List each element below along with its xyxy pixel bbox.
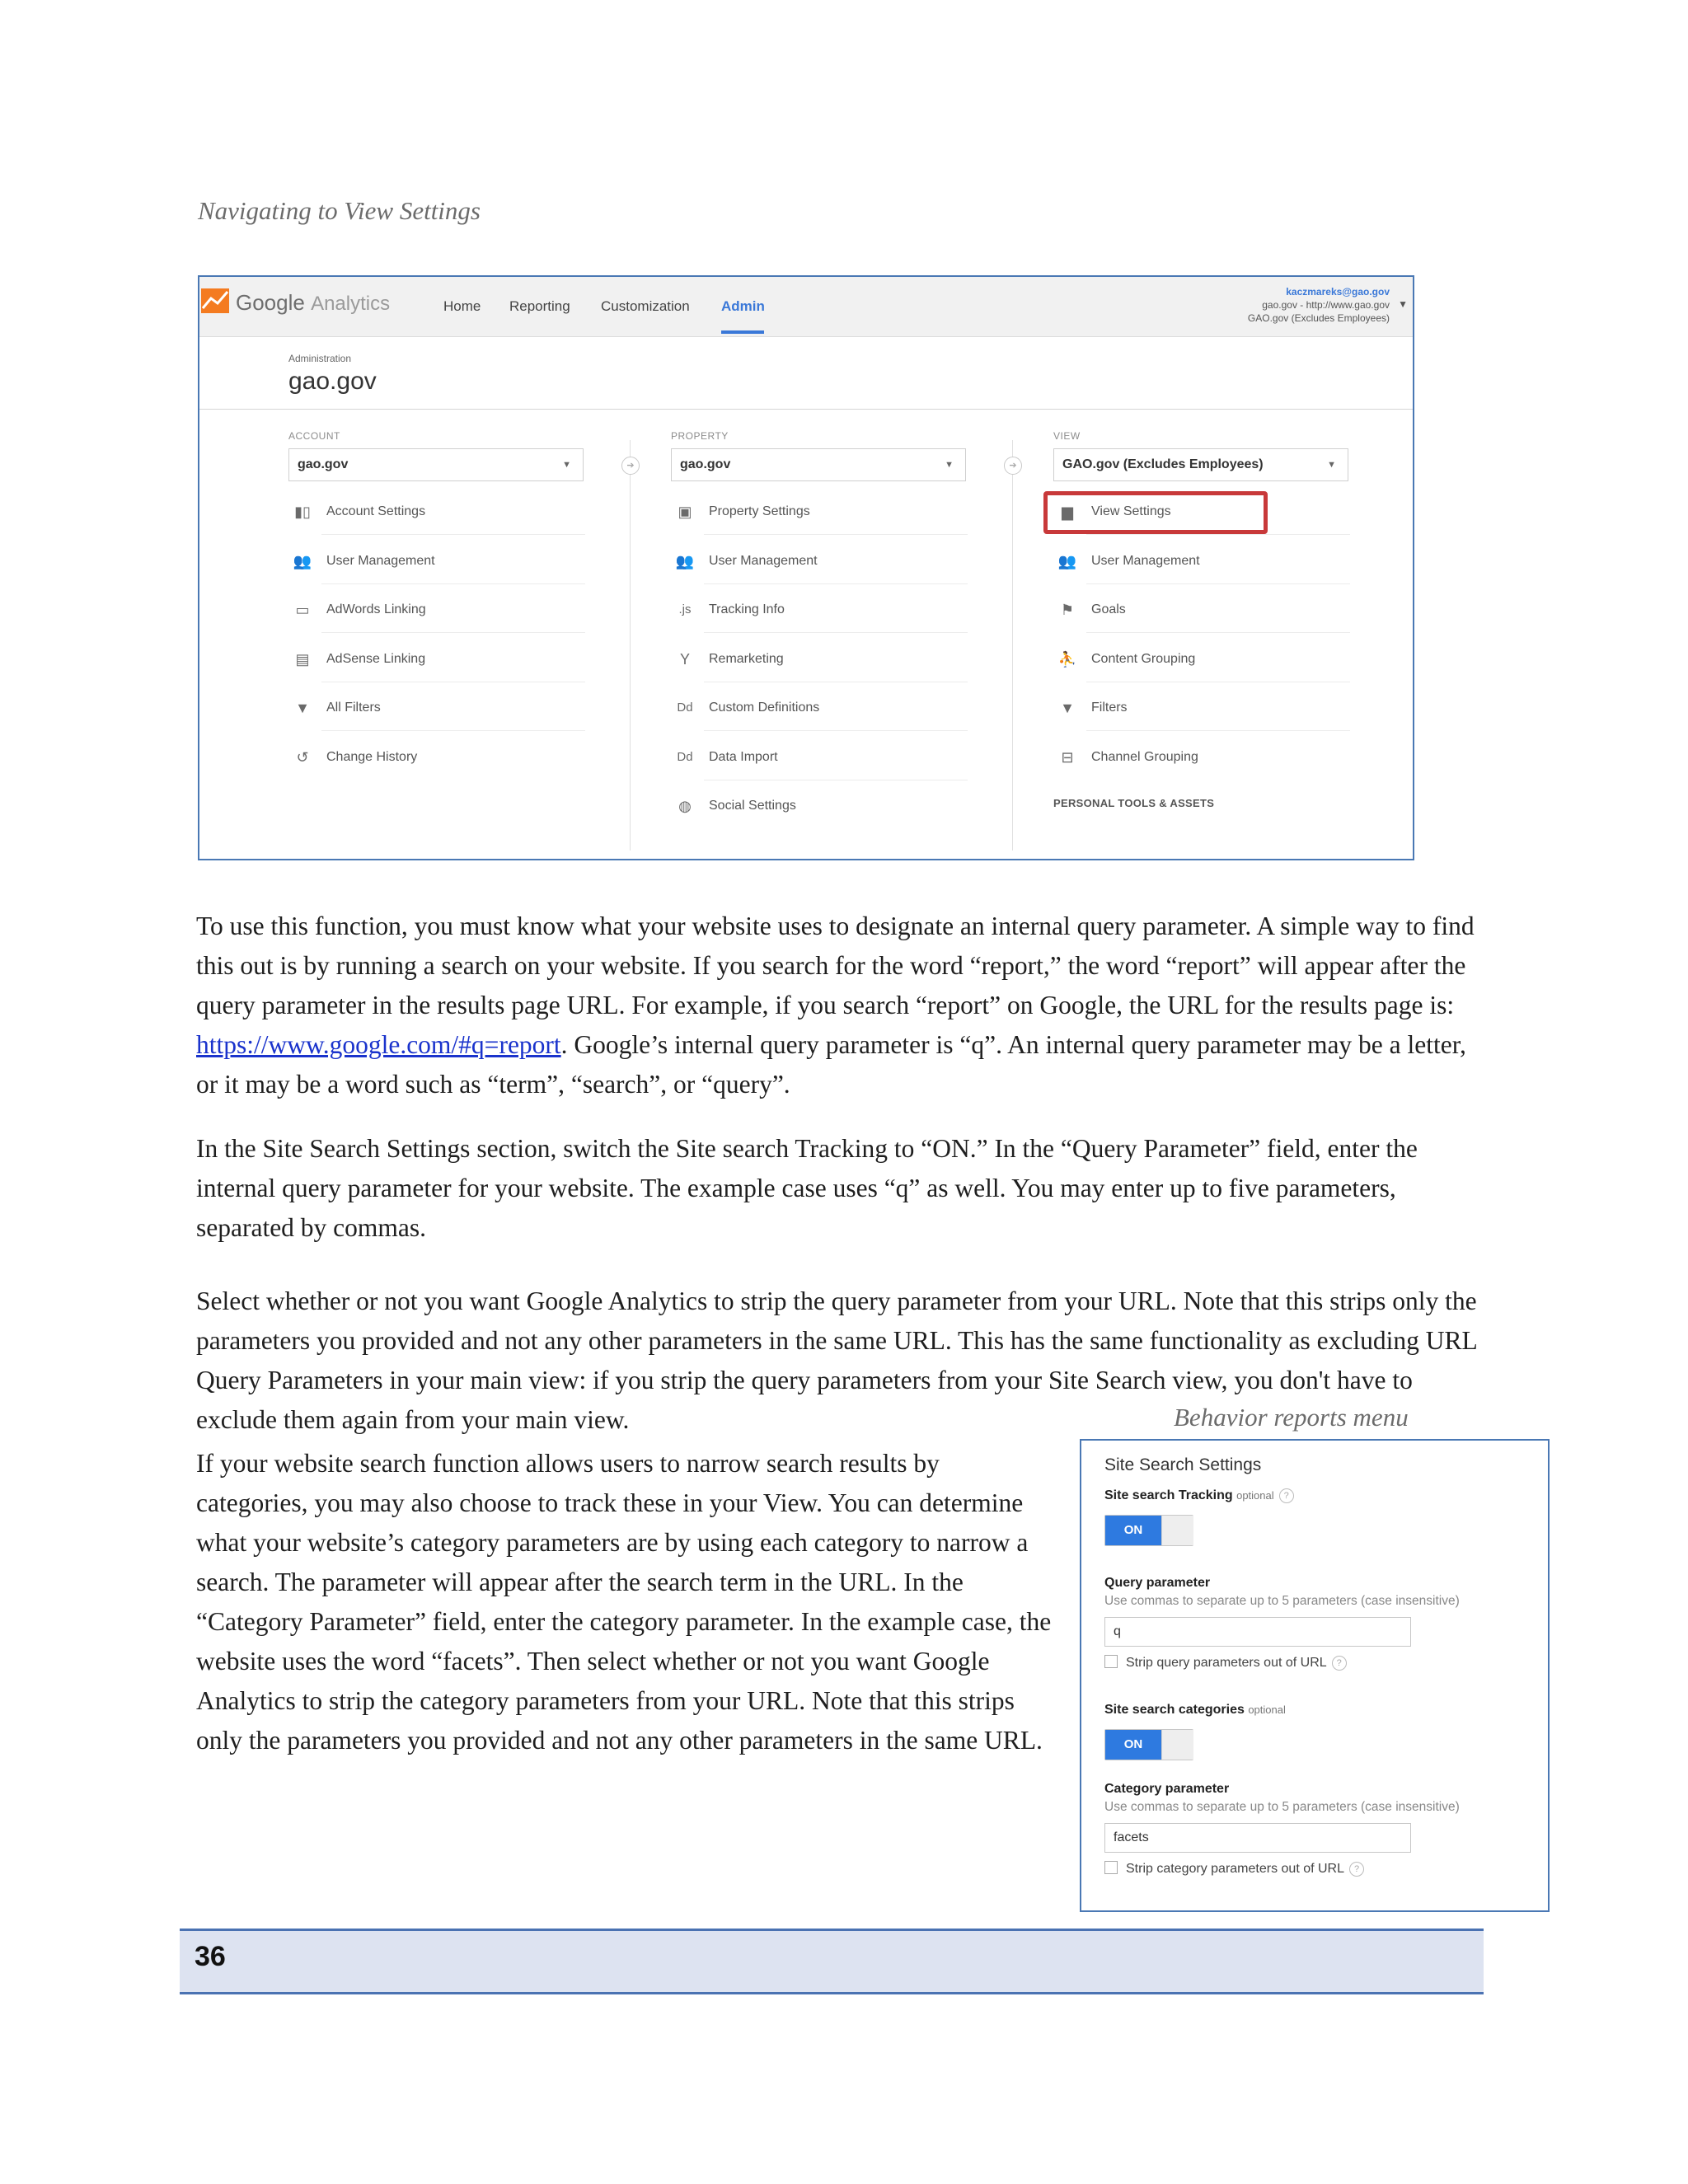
filter-icon: ▼: [295, 700, 310, 716]
chevron-down-icon: ▼: [945, 460, 954, 470]
item-label: Data Import: [709, 749, 778, 764]
channel-grouping-item[interactable]: [1053, 745, 1358, 794]
page-footer: [180, 1929, 1484, 1994]
toggle-knob: [1161, 1516, 1193, 1545]
checkbox-box[interactable]: [1104, 1655, 1118, 1668]
flag-icon: ⚑: [1060, 602, 1075, 618]
view-select-value: GAO.gov (Excludes Employees): [1062, 457, 1264, 471]
site-search-settings-panel: [1080, 1439, 1550, 1912]
help-icon[interactable]: ?: [1349, 1862, 1364, 1877]
paragraph-site-search-settings: In the Site Search Settings section, switch the Site search Tracking to “ON.” In the “Query Parameter” field, enter the internal query parameter for your website. The example case uses “q” as well. You may enter up to five parameters, separated by commas.: [196, 1134, 1418, 1242]
query-parameter-input[interactable]: q: [1104, 1617, 1411, 1647]
bar-chart-icon: ▮▯: [294, 504, 311, 520]
social-settings-item[interactable]: [671, 794, 976, 843]
property-header: PROPERTY: [671, 430, 729, 442]
view-settings-item[interactable]: [1053, 499, 1358, 549]
optional-text: optional: [1236, 1489, 1274, 1502]
item-label: Channel Grouping: [1091, 749, 1198, 764]
site-search-categories-toggle[interactable]: [1104, 1729, 1193, 1760]
google-report-link[interactable]: https://www.google.com/#q=report: [196, 1030, 561, 1059]
account-user-management-item[interactable]: [288, 549, 593, 598]
paragraph-categories: If your website search function allows users to narrow search results by categories, you may also choose to track these in your View. You can determine what your website’s category parameters are by using each category to narrow a search. The parameter will appear after the search term in the URL. In the “Category Parameter” field, enter the category parameter. In the example case, the website uses the word “facets”. Then select whether or not you want Google Analytics to strip the category parameters from your URL. Note that this strips only the parameters you provided and not any other parameters in the same URL.: [196, 1449, 1052, 1755]
js-icon: .js: [678, 602, 692, 616]
property-select[interactable]: [671, 448, 966, 481]
label-text: Site search categories: [1104, 1703, 1245, 1717]
strip-category-checkbox[interactable]: [1104, 1861, 1364, 1877]
account-select-value: gao.gov: [298, 457, 349, 471]
nav-admin[interactable]: Admin: [721, 298, 765, 314]
account-switcher[interactable]: [1248, 285, 1390, 325]
globe-icon: ◍: [678, 798, 692, 814]
account-settings-item[interactable]: [288, 499, 593, 549]
view-column: [1053, 430, 1358, 809]
figure-caption-view-settings: Navigating to View Settings: [198, 196, 481, 225]
tracking-info-item[interactable]: [671, 598, 976, 647]
account-property: gao.gov - http://www.gao.gov: [1262, 299, 1390, 311]
document-icon: ▆: [1062, 504, 1073, 520]
account-caret-icon[interactable]: ▼: [1398, 298, 1408, 310]
divider: [199, 409, 1413, 410]
column-divider: [630, 440, 631, 851]
grouping-icon: ⊟: [1061, 748, 1074, 766]
dd-icon: Dd: [677, 749, 693, 764]
adwords-linking-item[interactable]: [288, 598, 593, 647]
toggle-on-label: ON: [1105, 1730, 1161, 1760]
view-select[interactable]: [1053, 448, 1348, 481]
category-parameter-input[interactable]: facets: [1104, 1823, 1411, 1853]
site-search-tracking-toggle[interactable]: [1104, 1515, 1193, 1546]
property-user-management-item[interactable]: [671, 549, 976, 598]
account-select[interactable]: [288, 448, 584, 481]
nav-reporting[interactable]: Reporting: [509, 298, 570, 314]
users-icon: 👥: [675, 552, 695, 569]
item-label: AdSense Linking: [326, 651, 426, 666]
users-icon: 👥: [293, 552, 312, 569]
account-view: GAO.gov (Excludes Employees): [1247, 312, 1390, 324]
filters-item[interactable]: [1053, 696, 1358, 745]
item-label: Social Settings: [709, 799, 796, 813]
ga-brand-analytics: Analytics: [311, 293, 391, 315]
filter-icon: ▼: [1060, 700, 1075, 716]
ga-top-bar: [199, 277, 1413, 337]
data-import-item[interactable]: [671, 745, 976, 794]
change-history-item[interactable]: [288, 745, 593, 794]
account-header: ACCOUNT: [288, 430, 340, 442]
strip-query-checkbox[interactable]: [1104, 1655, 1347, 1671]
item-label: AdWords Linking: [326, 602, 426, 616]
analytics-logo-icon: [201, 288, 229, 313]
view-user-management-item[interactable]: [1053, 549, 1358, 598]
property-settings-item[interactable]: [671, 499, 976, 549]
item-label: Account Settings: [326, 504, 426, 518]
personal-tools-header[interactable]: PERSONAL TOOLS & ASSETS: [1053, 797, 1215, 809]
category-parameter-label: Category parameter: [1104, 1782, 1230, 1796]
administration-label: Administration: [288, 353, 352, 364]
view-header: VIEW: [1053, 430, 1081, 442]
item-label: Property Settings: [709, 504, 810, 518]
paragraph-text: . Google’s internal query parameter is “q”. An internal query parameter may be a letter, or it may be a word such as “term”, “search”, or “query”.: [196, 1030, 1466, 1099]
ga-brand: [236, 290, 390, 316]
remarketing-icon: Y: [679, 650, 690, 668]
remarketing-item[interactable]: [671, 647, 976, 696]
dd-icon: Dd: [677, 701, 693, 715]
paragraph-text: To use this function, you must know what your website uses to designate an internal query parameter. A simple way to find this out is by running a search on your website. If you search for the word “report,” the word “report” will appear after the query parameter in the results page URL. For example, if you search “report” on Google, the URL for the results page is:: [196, 912, 1475, 1019]
query-parameter-hint: Use commas to separate up to 5 parameters (case insensitive): [1104, 1594, 1460, 1608]
item-label: Remarketing: [709, 651, 784, 666]
item-label: Custom Definitions: [709, 701, 820, 715]
label-text: Site search Tracking: [1104, 1488, 1233, 1503]
arrow-right-icon: ➔: [1004, 457, 1022, 475]
admin-domain-title: gao.gov: [288, 368, 377, 395]
checkbox-label: Strip category parameters out of URL: [1126, 1862, 1345, 1876]
item-label: Change History: [326, 749, 418, 764]
all-filters-item[interactable]: [288, 696, 593, 745]
item-label: User Management: [326, 553, 435, 568]
item-label: Tracking Info: [709, 602, 785, 616]
arrow-right-icon: ➔: [621, 457, 640, 475]
item-label: Goals: [1091, 602, 1126, 616]
paragraph-query-parameter: [196, 907, 1482, 1104]
account-column: [288, 430, 593, 794]
chevron-down-icon: ▼: [1327, 460, 1336, 470]
nav-home[interactable]: Home: [443, 298, 481, 314]
users-icon: 👥: [1057, 552, 1077, 569]
adsense-icon: ▤: [295, 650, 310, 668]
query-parameter-label: Query parameter: [1104, 1576, 1211, 1590]
property-select-value: gao.gov: [680, 457, 731, 471]
categories-label: [1104, 1703, 1286, 1718]
ga-brand-google: Google: [236, 290, 305, 315]
tracking-label: [1104, 1488, 1294, 1503]
chevron-down-icon: ▼: [562, 460, 571, 470]
optional-text: optional: [1248, 1704, 1286, 1716]
figure-caption-behavior-reports: Behavior reports menu: [1174, 1403, 1409, 1432]
checkbox-label: Strip query parameters out of URL: [1126, 1656, 1327, 1670]
content-grouping-item[interactable]: [1053, 647, 1358, 696]
goals-item[interactable]: [1053, 598, 1358, 647]
site-search-title: Site Search Settings: [1104, 1455, 1262, 1474]
item-label: Filters: [1091, 701, 1128, 715]
toggle-knob: [1161, 1730, 1193, 1760]
property-column: [671, 430, 976, 843]
history-icon: ↺: [296, 748, 309, 766]
item-label: User Management: [709, 553, 818, 568]
toggle-on-label: ON: [1105, 1516, 1161, 1545]
checkbox-box[interactable]: [1104, 1861, 1118, 1874]
item-label: Content Grouping: [1091, 651, 1196, 666]
help-icon[interactable]: ?: [1279, 1488, 1294, 1503]
help-icon[interactable]: ?: [1332, 1656, 1347, 1671]
category-parameter-hint: Use commas to separate up to 5 parameters (case insensitive): [1104, 1800, 1460, 1814]
adsense-linking-item[interactable]: [288, 647, 593, 696]
item-label: View Settings: [1091, 504, 1171, 518]
column-divider: [1012, 440, 1013, 851]
item-label: User Management: [1091, 553, 1200, 568]
nav-customization[interactable]: Customization: [601, 298, 690, 314]
ga-admin-screenshot: [198, 275, 1414, 860]
nav-active-underline: [721, 330, 764, 334]
window-icon: ▣: [678, 504, 692, 520]
account-email: kaczmareks@gao.gov: [1286, 286, 1390, 298]
paragraph-strip-query: Select whether or not you want Google Analytics to strip the query parameter from your URL. Note that this strips only the parameters you provided and not any other parameters in the same URL. This has the same functionality as excluding URL Query Parameters in your main view: if you strip the query parameters from your Site Search view, you don't have to exclude them again from your main view.: [196, 1286, 1477, 1434]
page-number: 36: [195, 1941, 226, 1972]
adwords-icon: ▭: [295, 602, 310, 618]
item-label: All Filters: [326, 701, 381, 715]
person-icon: ⛹: [1057, 650, 1077, 668]
custom-definitions-item[interactable]: [671, 696, 976, 745]
